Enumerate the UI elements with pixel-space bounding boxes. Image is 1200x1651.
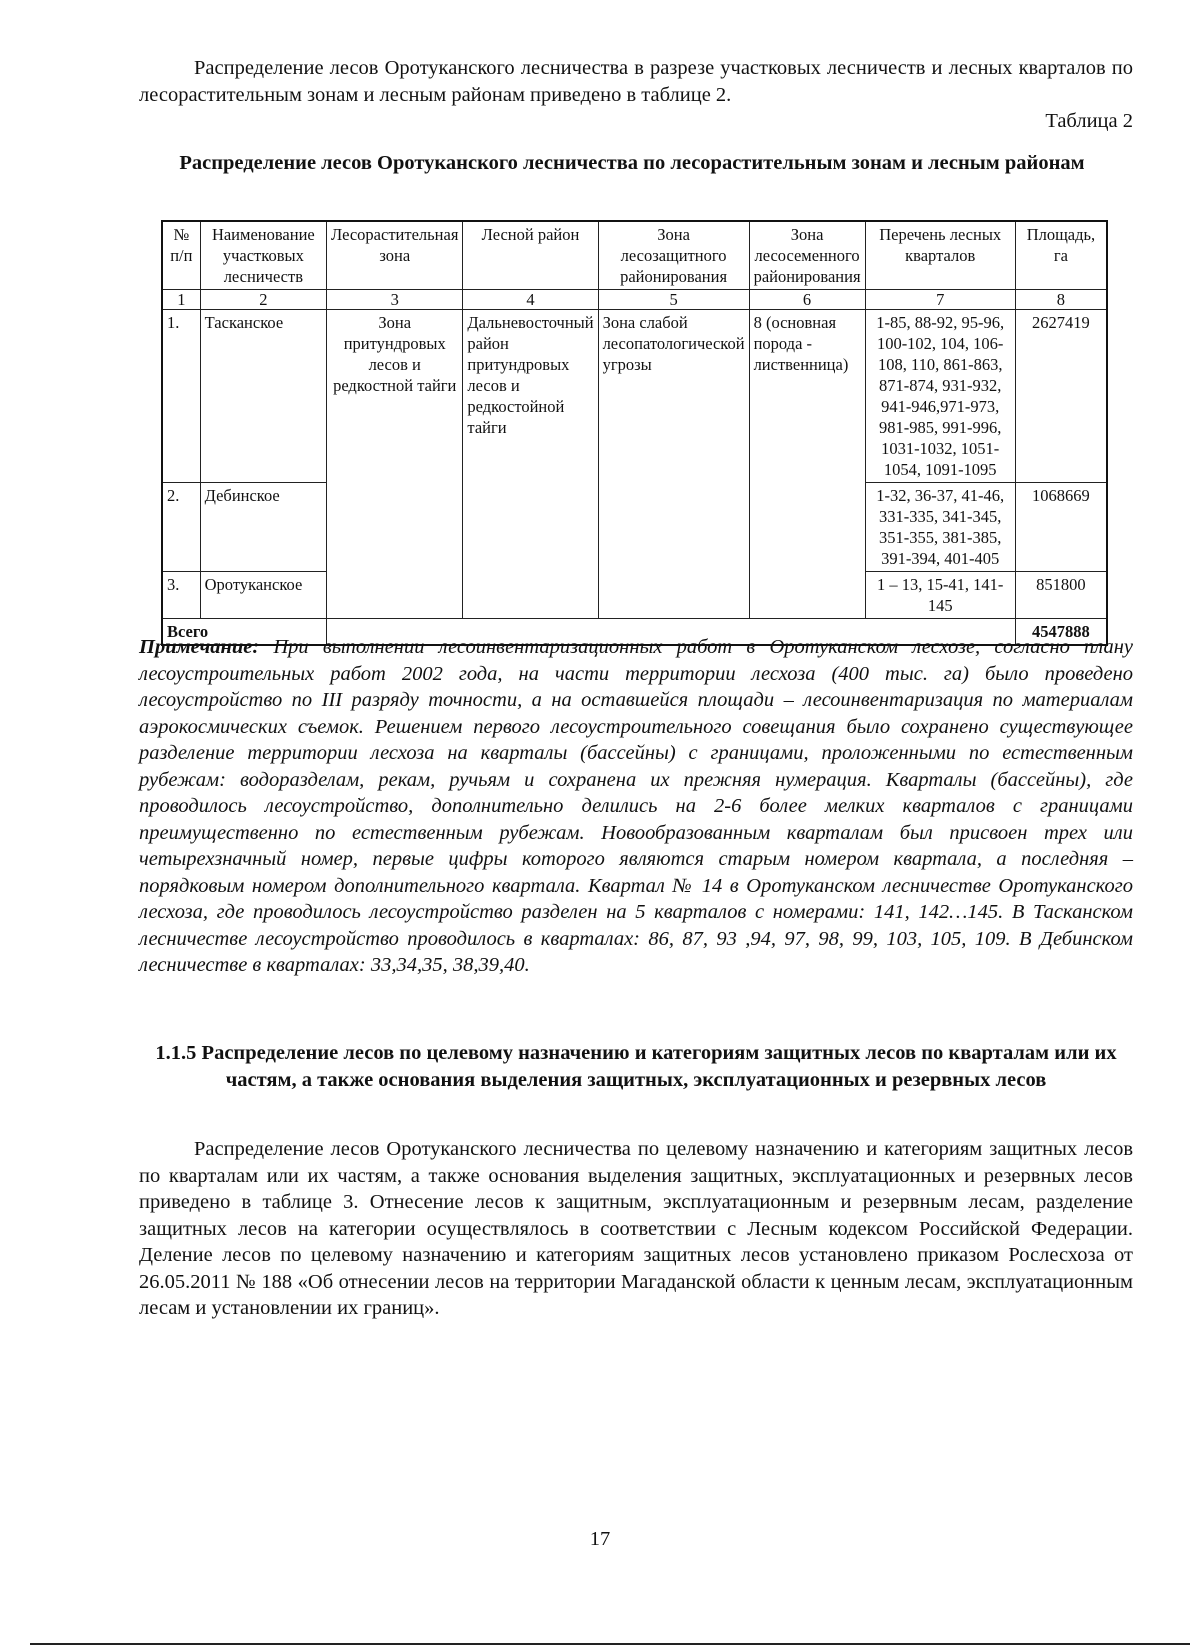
header-cell: Наименование участковых лесничеств bbox=[200, 221, 326, 290]
column-number: 2 bbox=[200, 290, 326, 310]
total-area: 4547888 bbox=[1015, 619, 1107, 646]
table-title: Распределение лесов Оротуканского лесничества по лесорастительным зонам и лесным районам bbox=[179, 152, 1085, 174]
forest-distribution-table bbox=[161, 220, 1108, 646]
page-number: 17 bbox=[589, 1528, 611, 1550]
quarters-list: 1-85, 88-92, 95-96, 100-102, 104, 106-108, 110, 861-863, 871-874, 931-932, 941-946,971-973, 981-985, 991-996, 1031-1032, 1051-1054, 1091-1095 bbox=[865, 310, 1015, 483]
column-number: 4 bbox=[463, 290, 598, 310]
bottom-rule bbox=[30, 1643, 1190, 1645]
column-number: 7 bbox=[865, 290, 1015, 310]
forestry-name: Оротуканское bbox=[200, 572, 326, 619]
forestry-name: Дебинское bbox=[200, 483, 326, 572]
intro-paragraph: Распределение лесов Оротуканского лесничества в разрезе участковых лесничеств и лесных кварталов по лесорастительным зонам и лесным районам приведено в таблице 2. bbox=[139, 57, 1133, 106]
area-value: 851800 bbox=[1015, 572, 1107, 619]
quarters-list: 1 – 13, 15-41, 141-145 bbox=[865, 572, 1015, 619]
column-number: 8 bbox=[1015, 290, 1107, 310]
column-number: 6 bbox=[749, 290, 865, 310]
column-number: 1 bbox=[162, 290, 200, 310]
note-text: При выполнении лесоинвентаризационных работ в Оротуканском лесхозе, согласно плану лесоустроительных работ 2002 года, на части территории лесхоза (400 тыс. га) было проведено лесоустройство по III разряду точности, а на оставшейся площади – лесоинвентаризация по материалам аэрокосмических съемок. Решением первого лесоустроительного совещания было сохранено существующее разделение территории лесхоза на кварталы (бассейны) с границами, проложенными по естественным рубежам: водоразделам, рекам, ручьям и сохранена их прежняя нумерация. Кварталы (бассейны), где проводилось лесоустройство, дополнительно делились на 2-6 более мелких кварталов с границами преимущественно по естественным рубежам. Новообразованным кварталам был присвоен трех или четырехзначный номер, первые цифры которого являются старым номером квартала, а последняя – порядковым номером дополнительного квартала. Квартал № 14 в Оротуканском лесничестве Оротуканского лесхоза, где проводилось лесоустройство разделен на 5 кварталов с номерами: 141, 142…145. В Тасканском лесничестве лесоустройство проводилось в кварталах: 86, 87, 93 ,94, 97, 98, 99, 103, 105, 109. В Дебинском лесничестве в кварталах: 33,34,35, 38,39,40. bbox=[139, 636, 1134, 976]
table-caption: Таблица 2 bbox=[1045, 110, 1133, 132]
area-value: 1068669 bbox=[1015, 483, 1107, 572]
row-number: 3. bbox=[162, 572, 200, 619]
quarters-list: 1-32, 36-37, 41-46, 331-335, 341-345, 351-355, 381-385, 391-394, 401-405 bbox=[865, 483, 1015, 572]
column-number: 5 bbox=[598, 290, 749, 310]
table-header-row bbox=[162, 221, 1107, 290]
section-heading: 1.1.5 Распределение лесов по целевому назначению и категориям защитных лесов по кварталам или их частям, а также основания выделения защитных, эксплуатационных и резервных лесов bbox=[155, 1042, 1117, 1091]
column-numbers-row bbox=[162, 290, 1107, 310]
row-number: 2. bbox=[162, 483, 200, 572]
note-label: Примечание: bbox=[139, 636, 260, 658]
header-cell: № п/п bbox=[162, 221, 200, 290]
forest-district: Дальневосточный район притундровых лесов и редкостойной тайги bbox=[463, 310, 598, 619]
header-cell: Лесорастительная зона bbox=[327, 221, 463, 290]
row-number: 1. bbox=[162, 310, 200, 483]
seed-zone: 8 (основная порода - лиственница) bbox=[749, 310, 865, 619]
section-paragraph: Распределение лесов Оротуканского лесничества по целевому назначению и категориям защитных лесов по кварталам или их частям, а также основания выделения защитных, эксплуатационных и резервных лесов приведено в таблице 3. Отнесение лесов к защитным, эксплуатационным и резервным лесам, разделение защитных лесов на категории осуществлялось в соответствии с Лесным кодексом Российской Федерации. Деление лесов по целевому назначению и категориям защитных лесов установлено приказом Рослесхоза от 26.05.2011 № 188 «Об отнесении лесов на территории Магаданской области к ценным лесам, эксплуатационным лесам и установлении их границ». bbox=[139, 1138, 1133, 1319]
header-cell: Зона лесосеменного районирования bbox=[749, 221, 865, 290]
header-cell: Лесной район bbox=[463, 221, 598, 290]
forestry-name: Тасканское bbox=[200, 310, 326, 483]
vegetation-zone: Зона притундровых лесов и редкостной тайги bbox=[327, 310, 463, 619]
header-cell: Перечень лесных кварталов bbox=[865, 221, 1015, 290]
total-label: Всего bbox=[162, 619, 327, 646]
table-row bbox=[162, 310, 1107, 483]
note-paragraph bbox=[139, 634, 1133, 979]
area-value: 2627419 bbox=[1015, 310, 1107, 483]
header-cell: Площадь, га bbox=[1015, 221, 1107, 290]
column-number: 3 bbox=[327, 290, 463, 310]
protection-zone: Зона слабой лесопатологической угрозы bbox=[598, 310, 749, 619]
header-cell: Зона лесозащитного районирования bbox=[598, 221, 749, 290]
